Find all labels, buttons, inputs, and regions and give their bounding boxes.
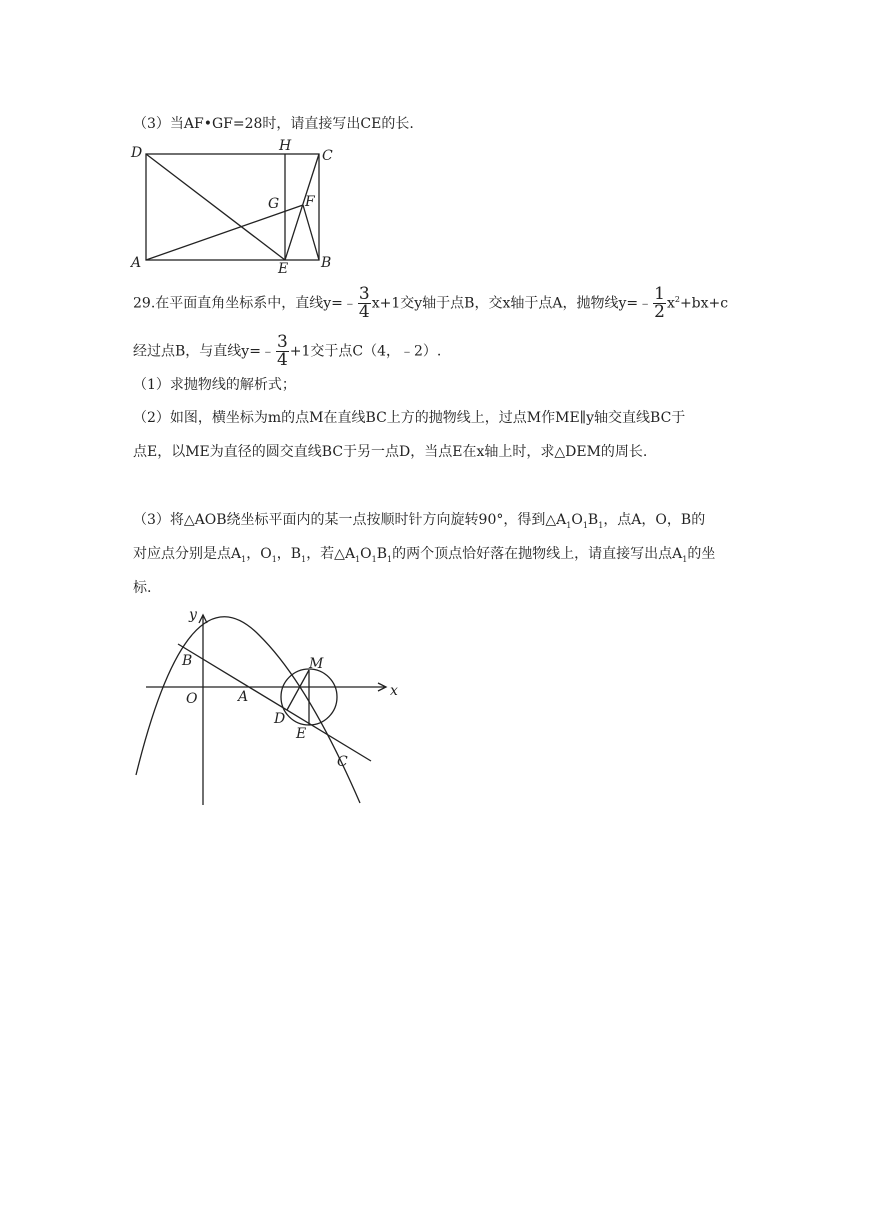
q29-part1: （1）求抛物线的解析式； — [133, 377, 296, 393]
fraction-3-4-b: $\frac{3}{4}$ — [276, 332, 288, 370]
label-y: y — [189, 607, 197, 623]
label-D: D — [131, 145, 143, 161]
label-G: G — [268, 196, 280, 212]
q29-part3-line1: （3）将△AOB绕坐标平面内的某一点按顺时针方向旋转90°，得到$\triangle A_1O_1B_1$，点A，O，B的 — [133, 512, 706, 530]
label-A: A — [131, 255, 142, 271]
q29-line2: 经过点B，与直线y=﹣ $\frac{3}{4}$ +1交于点C（4，﹣2）. — [133, 332, 442, 370]
q29-line1: 29.在平面直角坐标系中，直线y=﹣ $\frac{3}{4}$ x+1交y轴于点B，交x轴于点A，抛物线y=﹣ $\frac{1}{2}$ $x^2+bx+c$ — [133, 284, 729, 322]
fraction-1-2: $\frac{1}{2}$ — [654, 284, 665, 322]
rectangle-figure — [128, 136, 343, 276]
label-C2: C — [337, 754, 348, 770]
label-C: C — [322, 148, 333, 164]
q29-part2-line2: 点E，以ME为直径的圆交直线BC于另一点D，当点E在x轴上时，求△DEM的周长. — [133, 444, 648, 460]
label-M: M — [309, 656, 324, 672]
parabola-figure — [128, 603, 400, 813]
q28-part3-text: （3）当AF•GF=28时，请直接写出CE的长. — [133, 116, 414, 132]
label-O: O — [186, 691, 198, 707]
label-A2: A — [238, 689, 249, 705]
label-B2: B — [182, 653, 193, 669]
fraction-3-4: $\frac{3}{4}$ — [358, 284, 370, 322]
label-H: H — [279, 138, 292, 154]
label-x: x — [390, 683, 398, 699]
label-B: B — [321, 255, 332, 271]
q29-part3-line3: 标. — [133, 580, 152, 596]
label-E2: E — [296, 726, 307, 742]
label-E: E — [278, 261, 289, 276]
label-D2: D — [274, 711, 286, 727]
q29-part3-line2: 对应点分别是点$A_1$，$O_1$，$B_1$，若$\triangle A_1O_1B_1$的两个顶点恰好落在抛物线上，请直接写出点$A_1$的坐 — [133, 546, 716, 564]
label-F: F — [305, 194, 315, 210]
q29-part2-line1: （2）如图，横坐标为m的点M在直线BC上方的抛物线上，过点M作ME∥y轴交直线BC于 — [133, 410, 686, 426]
